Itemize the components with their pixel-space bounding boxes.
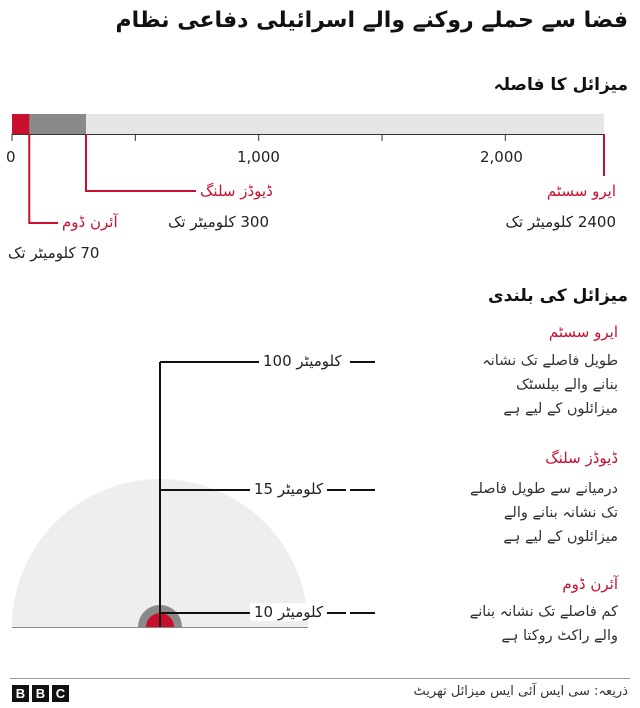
range-section-heading: میزائل کا فاصلہ: [493, 75, 628, 95]
height-system-name-arrow: ایرو سسٹم: [548, 323, 618, 341]
height-description-iron-dome: کم فاصلے تک نشانہ بنانے والے راکٹ روکتا ہے: [469, 604, 618, 644]
range-system-name-davids-sling: ڈیوڈز سلنگ: [200, 182, 273, 200]
chart-title: فضا سے حملے روکنے والے اسرائیلی دفاعی نظام: [115, 8, 628, 33]
height-description-arrow: طویل فاصلے تک نشانہ بنانے والے بیلسٹک میزائلوں کے لیے ہے: [482, 353, 618, 417]
range-system-name-iron-dome: آئرن ڈوم: [62, 213, 118, 231]
tick-label-0: 0: [6, 148, 16, 166]
height-section-heading: میزائل کی بلندی: [487, 286, 628, 306]
tick-label-2000: 2,000: [480, 148, 523, 166]
range-value-iron-dome: 70 کلومیٹر تک: [8, 244, 100, 262]
bbc-logo: B B C: [12, 685, 69, 702]
height-system-name-iron-dome: آئرن ڈوم: [562, 575, 618, 593]
footer-divider: [10, 678, 630, 679]
range-value-arrow: 2400 کلومیٹر تک: [505, 213, 616, 231]
range-system-name-arrow: ایرو سسٹم: [546, 182, 616, 200]
range-value-davids-sling: 300 کلومیٹر تک: [168, 213, 269, 231]
source-note: ذریعہ: سی ایس آئی ایس میزائل تھریٹ: [413, 684, 628, 699]
height-label-iron-dome: 10 کلومیٹر: [250, 603, 327, 621]
height-system-name-davids-sling: ڈیوڈز سلنگ: [545, 449, 618, 467]
height-label-davids-sling: 15 کلومیٹر: [250, 480, 327, 498]
height-description-davids-sling: درمیانے سے طویل فاصلے تک نشانہ بنانے والے میزائلوں کے لیے ہے: [469, 481, 618, 545]
tick-label-1000: 1,000: [237, 148, 280, 166]
height-label-arrow: 100 کلومیٹر: [259, 352, 346, 370]
